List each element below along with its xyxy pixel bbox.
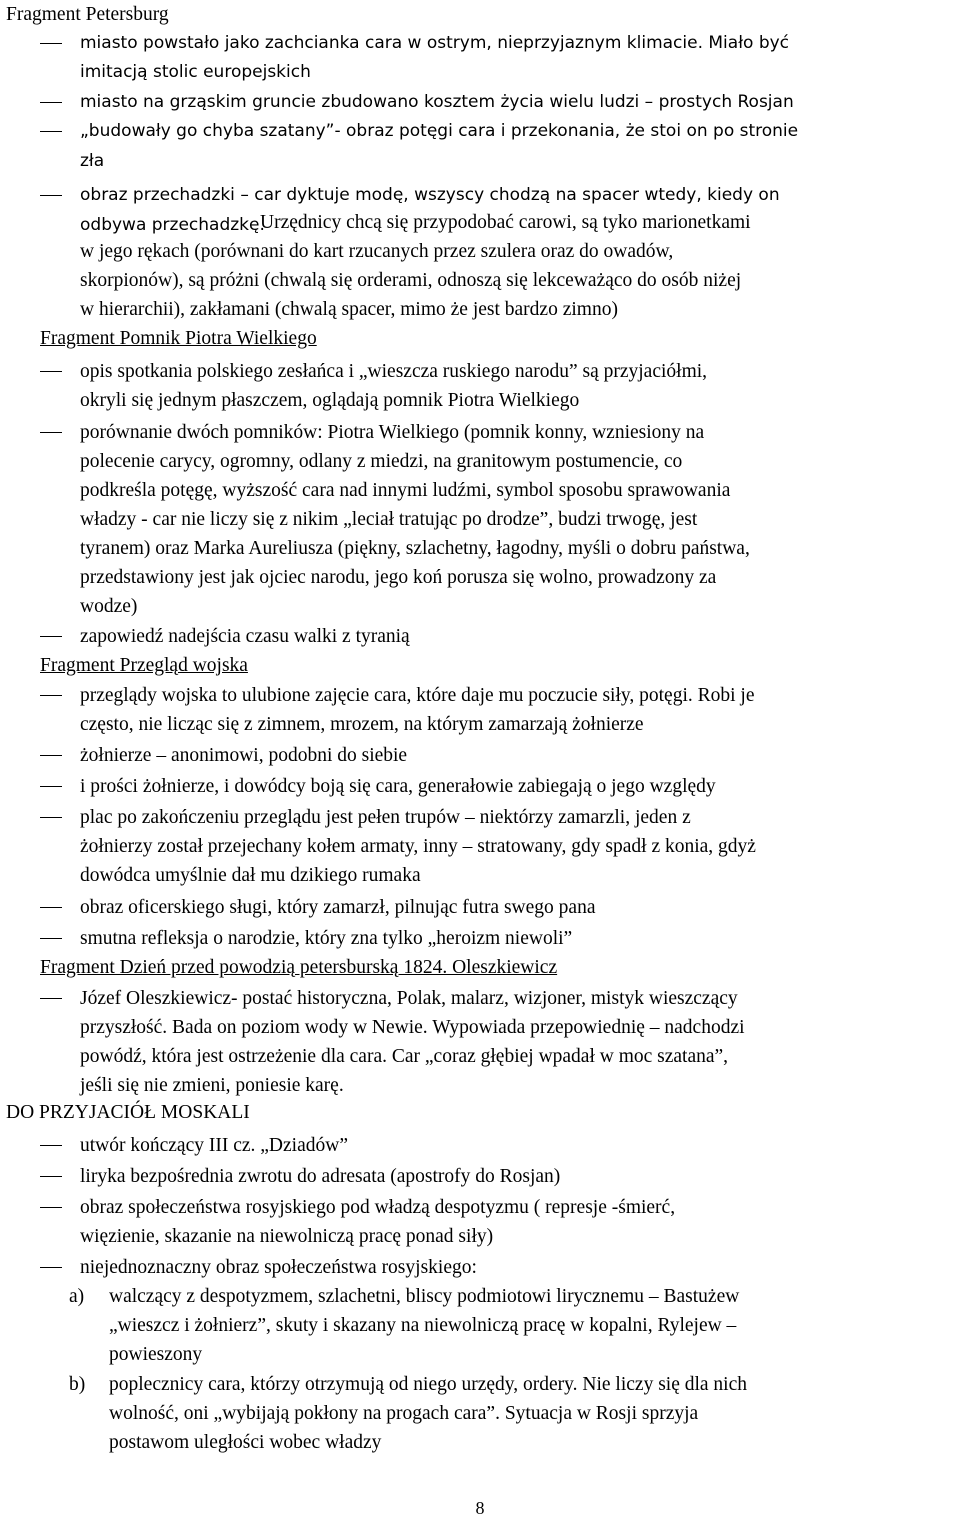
dash-bullet — [40, 893, 62, 922]
heading-pomnik: Fragment Pomnik Piotra Wielkiego — [40, 328, 317, 349]
text-line: Urzędnicy chcą się przypodobać carowi, są tyko marionetkami — [260, 212, 751, 233]
dash-bullet — [40, 1131, 62, 1160]
text-line: wodze) — [80, 596, 138, 617]
text-line: obraz oficerskiego sługi, który zamarzł, pilnując futra swego pana — [80, 897, 596, 918]
text-line: okryli się jednym płaszczem, oglądają pomnik Piotra Wielkiego — [80, 390, 580, 411]
text-line: Józef Oleszkiewicz- postać historyczna, Polak, malarz, wizjoner, mistyk wieszczący — [80, 988, 738, 1009]
dash-bullet — [40, 181, 62, 210]
text-line: w hierarchii), zakłamani (chwalą spacer, mimo że jest bardzo zimno) — [80, 299, 618, 320]
text-line: miasto na grząskim gruncie zbudowano kosztem życia wielu ludzi – prostych Rosjan — [80, 92, 794, 112]
dash-bullet — [40, 984, 62, 1013]
text-line: odbywa przechadzkę. — [80, 215, 265, 235]
dash-bullet — [40, 357, 62, 386]
text-line: postawom uległości wobec władzy — [109, 1432, 382, 1453]
text-line: i prości żołnierze, i dowódcy boją się cara, generałowie zabiegają o jego względy — [80, 776, 716, 797]
text-line: przyszłość. Bada on poziom wody w Newie. Wypowiada przepowiednię – nadchodzi — [80, 1017, 745, 1038]
dash-bullet — [40, 117, 62, 146]
text-line: zapowiedź nadejścia czasu walki z tyranią — [80, 626, 410, 647]
dash-bullet — [40, 622, 62, 651]
text-line: miasto powstało jako zachcianka cara w ostrym, nieprzyjaznym klimacie. Miało być — [80, 33, 790, 53]
dash-bullet — [40, 29, 62, 58]
text-line: skorpionów), są próżni (chwalą się orderami, odnoszą się lekceważąco do osób niżej — [80, 270, 742, 291]
text-line: plac po zakończeniu przeglądu jest pełen trupów – niektórzy zamarzli, jeden z — [80, 807, 691, 828]
heading-dzien: Fragment Dzień przed powodzią petersburską 1824. Oleszkiewicz — [40, 957, 558, 978]
text-line: żołnierze – anonimowi, podobni do siebie — [80, 745, 408, 766]
text-line: powódź, która jest ostrzeżenie dla cara. Car „coraz głębiej wpadał w moc szatana”, — [80, 1046, 729, 1067]
text-line: smutna refleksja o narodzie, który zna tylko „heroizm niewoli” — [80, 928, 573, 949]
text-line: porównanie dwóch pomników: Piotra Wielkiego (pomnik konny, wzniesiony na — [80, 422, 705, 443]
text-line: dowódca umyślnie dał mu dzikiego rumaka — [80, 865, 421, 886]
text-line: utwór kończący III cz. „Dziadów” — [80, 1135, 348, 1156]
text-line: imitacją stolic europejskich — [80, 62, 311, 82]
heading-moskale: DO PRZYJACIÓŁ MOSKALI — [6, 1102, 250, 1123]
text-line: przedstawiony jest jak ojciec narodu, jego koń porusza się wolno, prowadzony za — [80, 567, 717, 588]
text-line: władzy - car nie liczy się z nikim „leciał tratując po drodze”, budzi trwogę, jest — [80, 509, 698, 530]
text-line: żołnierzy został przejechany kołem armaty, inny – stratowany, gdy spadł z konia, gdyż — [80, 836, 756, 857]
text-line: jeśli się nie zmieni, poniesie karę. — [80, 1075, 344, 1096]
page-number: 8 — [475, 1498, 485, 1518]
dash-bullet — [40, 418, 62, 447]
dash-bullet — [40, 1162, 62, 1191]
dash-bullet — [40, 772, 62, 801]
text-line: niejednoznaczny obraz społeczeństwa rosyjskiego: — [80, 1257, 477, 1278]
text-line: polecenie carycy, ogromny, odlany z miedzi, na granitowym postumencie, co — [80, 451, 683, 472]
text-line: liryka bezpośrednia zwrotu do adresata (apostrofy do Rosjan) — [80, 1166, 561, 1187]
text-line: obraz społeczeństwa rosyjskiego pod władzą despotyzmu ( represje -śmierć, — [80, 1197, 676, 1218]
dash-bullet — [40, 681, 62, 710]
text-line: tyranem) oraz Marka Aureliusza (piękny, szlachetny, łagodny, myśli o dobru państwa, — [80, 538, 750, 559]
text-line: zła — [80, 151, 105, 171]
text-line: w jego rękach (porównani do kart rzucanych przez szulera oraz do owadów, — [80, 241, 674, 262]
text-line: opis spotkania polskiego zesłańca i „wieszcza ruskiego narodu” są przyjaciółmi, — [80, 361, 708, 382]
dash-bullet — [40, 803, 62, 832]
dash-bullet — [40, 741, 62, 770]
text-line: wolność, oni „wybijają pokłony na progach cara”. Sytuacja w Rosji sprzyja — [109, 1403, 699, 1424]
text-line: poplecznicy cara, którzy otrzymują od niego urzędy, ordery. Nie liczy się dla nich — [109, 1374, 748, 1395]
list-marker-b: b) — [69, 1374, 86, 1395]
text-line: często, nie licząc się z zimnem, mrozem, na którym zamarzają żołnierze — [80, 714, 644, 735]
text-line: powieszony — [109, 1344, 203, 1365]
heading-przeglad: Fragment Przegląd wojska — [40, 655, 248, 676]
dash-bullet — [40, 1193, 62, 1222]
text-line: obraz przechadzki – car dyktuje modę, wszyscy chodzą na spacer wtedy, kiedy on — [80, 185, 780, 205]
text-line: podkreśla potęgę, wyższość cara nad innymi ludźmi, symbol sposobu sprawowania — [80, 480, 731, 501]
text-line: walczący z despotyzmem, szlachetni, bliscy podmiotowi lirycznemu – Bastużew — [109, 1286, 740, 1307]
text-line: więzienie, skazanie na niewolniczą pracę ponad siły) — [80, 1226, 494, 1247]
text-line: „budowały go chyba szatany”- obraz potęgi cara i przekonania, że stoi on po stronie — [80, 121, 799, 141]
text-line: przeglądy wojska to ulubione zajęcie cara, które daje mu poczucie siły, potęgi. Robi je — [80, 685, 755, 706]
list-marker-a: a) — [69, 1286, 85, 1307]
heading-petersburg: Fragment Petersburg — [6, 4, 169, 25]
dash-bullet — [40, 88, 62, 117]
text-line: „wieszcz i żołnierz”, skuty i skazany na niewolniczą pracę w kopalni, Rylejew – — [109, 1315, 737, 1336]
dash-bullet — [40, 924, 62, 953]
dash-bullet — [40, 1253, 62, 1282]
